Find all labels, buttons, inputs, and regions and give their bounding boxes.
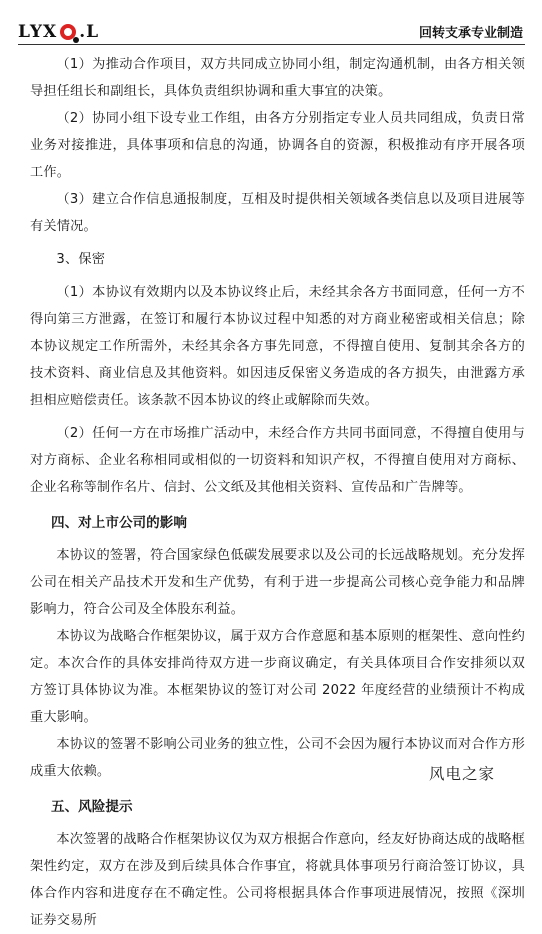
paragraph-impact-2: 本协议为战略合作框架协议，属于双方合作意愿和基本原则的框架性、意向性约定。本次合作的具体安排尚待双方进一步商议确定，有关具体项目合作安排须以双方签订具体协议为准。本框架协议的签订对公司 2022 年度经营的业绩预计不构成重大影响。: [30, 629, 525, 725]
logo-ring-icon: [60, 24, 76, 40]
header-slogan: 回转支承专业制造: [418, 26, 523, 41]
page-header: [18, 14, 525, 45]
paragraph-confidentiality-1: （1）本协议有效期内以及本协议终止后，未经其余各方书面同意，任何一方不得向第三方泄露，在签订和履行本协议过程中知悉的对方商业秘密或相关信息；除本协议规定工作所需外，未经其余各方事先同意，不得擅自使用、复制其余各方的技术资料、商业信息及其他资料。如因违反保密义务造成的各方损失，由泄露方承担相应赔偿责任。该条款不因本协议的终止或解除而失效。: [30, 285, 525, 408]
watermark: 风电之家: [426, 764, 498, 784]
heading-risk: 五、风险提示: [51, 799, 133, 815]
paragraph-impact-1: 本协议的签署，符合国家绿色低碳发展要求以及公司的长远战略规划。充分发挥公司在相关产品技术开发和生产优势，有利于进一步提高公司核心竞争能力和品牌影响力，符合公司及全体股东利益。: [30, 548, 525, 617]
paragraph-impact-3: 本协议的签署不影响公司业务的独立性，公司不会因为履行本协议而对合作方形成重大依赖。: [30, 737, 525, 779]
paragraph-coordination-2: （2）协同小组下设专业工作组，由各方分别指定专业人员共同组成，负责日常业务对接推进，具体事项和信息的沟通，协调各自的资源，积极推动有序开展各项工作。: [30, 111, 525, 180]
heading-impact: 四、对上市公司的影响: [51, 515, 187, 531]
logo-text-right: .L: [79, 22, 100, 42]
document-body: [30, 51, 525, 934]
company-logo: [18, 22, 99, 42]
section-confidentiality-title: 3、保密: [56, 252, 106, 267]
paragraph-coordination-3: （3）建立合作信息通报制度，互相及时提供相关领域各类信息以及项目进展等有关情况。: [30, 192, 525, 234]
paragraph-risk-1: 本次签署的战略合作框架协议仅为双方根据合作意向，经友好协商达成的战略框架性约定，双方在涉及到后续具体合作事宜，将就具体事项另行商洽签订协议，具体合作内容和进度存在不确定性。公司将根据具体合作事项进展情况，按照《深圳证券交易所: [30, 832, 525, 928]
paragraph-coordination-1: （1）为推动合作项目，双方共同成立协同小组，制定沟通机制，由各方相关领导担任组长和副组长，具体负责组织协调和重大事宜的决策。: [30, 57, 525, 99]
logo-text-left: LYX: [18, 22, 58, 42]
paragraph-confidentiality-2: （2）任何一方在市场推广活动中，未经合作方共同书面同意，不得擅自使用与对方商标、企业名称相同或相似的一切资料和知识产权，不得擅自使用对方商标、企业名称等制作名片、信封、公文纸及其他相关资料、宣传品和广告牌等。: [30, 426, 525, 495]
